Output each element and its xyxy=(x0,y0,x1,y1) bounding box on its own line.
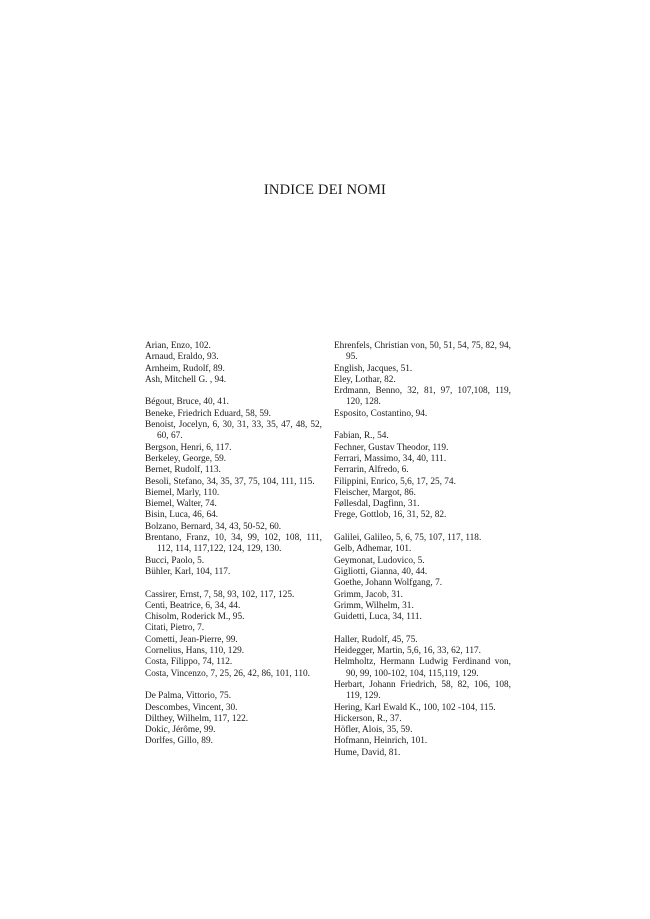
index-letter-group xyxy=(145,691,322,747)
index-entry: Bisin, Luca, 46, 64. xyxy=(145,510,219,521)
index-entry: Goethe, Johann Wolfgang, 7. xyxy=(334,578,443,589)
page-title: INDICE DEI NOMI xyxy=(263,182,387,198)
index-entry: Dokic, Jérôme, 99. xyxy=(145,725,216,736)
index-entry: Bergson, Henri, 6, 117. xyxy=(145,442,232,453)
index-column-left xyxy=(145,341,322,759)
index-entry: English, Jacques, 51. xyxy=(334,363,413,374)
index-entry: Biemel, Marly, 110. xyxy=(145,487,220,498)
index-entry: Bucci, Paolo, 5. xyxy=(145,555,205,566)
index-entry: Arian, Enzo, 102. xyxy=(145,341,211,351)
index-entry: Hume, David, 81. xyxy=(334,747,401,758)
index-letter-group xyxy=(145,590,322,680)
index-entry: Grimm, Jacob, 31. xyxy=(334,589,403,600)
index-letter-group xyxy=(334,533,511,623)
index-entry: Costa, Filippo, 74, 112. xyxy=(145,657,233,668)
index-letter-group xyxy=(145,341,322,386)
index-entry: Gigliotti, Gianna, 40, 44. xyxy=(334,566,428,577)
index-entry: Descombes, Vincent, 30. xyxy=(145,702,238,713)
index-entry: Fleischer, Margot, 86. xyxy=(334,487,416,498)
index-entry: Costa, Vincenzo, 7, 25, 26, 42, 86, 101, 110. xyxy=(145,668,310,679)
index-entry: Dilthey, Wilhelm, 117, 122. xyxy=(145,713,249,724)
index-entry: Galilei, Galileo, 5, 6, 75, 107, 117, 118. xyxy=(334,533,482,544)
index-entry: Centi, Beatrice, 6, 34, 44. xyxy=(145,600,241,611)
index-entry: Dorlfes, Gillo, 89. xyxy=(145,736,213,747)
index-entry: Ehrenfels, Christian von, 50, 51, 54, 75, 82, 94, 95. xyxy=(334,341,511,363)
index-entry: Føllesdal, Dagfinn, 31. xyxy=(334,499,420,510)
index-entry: Benoist, Jocelyn, 6, 30, 31, 33, 35, 47, 48, 52, 60, 67. xyxy=(145,420,322,442)
index-entry: Ferrarin, Alfredo, 6. xyxy=(334,465,409,476)
index-entry: Chisolm, Roderick M., 95. xyxy=(145,612,245,623)
index-entry: Erdmann, Benno, 32, 81, 97, 107,108, 119, 120, 128. xyxy=(334,386,511,408)
index-entry: Bernet, Rudolf, 113. xyxy=(145,465,221,476)
index-entry: Frege, Gottlob, 16, 31, 52, 82. xyxy=(334,510,447,521)
index-entry: Bühler, Karl, 104, 117. xyxy=(145,566,231,577)
index-letter-group xyxy=(334,341,511,420)
index-entry: Besoli, Stefano, 34, 35, 37, 75, 104, 111, 115. xyxy=(145,476,315,487)
index-entry: Brentano, Franz, 10, 34, 99, 102, 108, 111, 112, 114, 117,122, 124, 129, 130. xyxy=(145,533,322,555)
index-entry: Hickerson, R., 37. xyxy=(334,713,402,724)
index-letter-group xyxy=(334,431,511,521)
index-entry: Hering, Karl Ewald K., 100, 102 -104, 115. xyxy=(334,702,496,713)
index-entry: Helmholtz, Hermann Ludwig Ferdinand von, 90, 99, 100-102, 104, 115,119, 129. xyxy=(334,657,511,679)
index-entry: Heidegger, Martin, 5,6, 16, 33, 62, 117. xyxy=(334,646,481,657)
index-entry: Citati, Pietro, 7. xyxy=(145,623,205,634)
index-entry: Hofmann, Heinrich, 101. xyxy=(334,736,428,747)
index-entry: Esposito, Costantino, 94. xyxy=(334,408,428,419)
index-entry: Höfler, Alois, 35, 59. xyxy=(334,725,413,736)
index-entry: Geymonat, Ludovico, 5. xyxy=(334,555,425,566)
index-entry: Bolzano, Bernard, 34, 43, 50-52, 60. xyxy=(145,521,282,532)
index-entry: Cometti, Jean-Pierre, 99. xyxy=(145,634,238,645)
index-entry: Biemel, Walter, 74. xyxy=(145,499,217,510)
index-entry: Eley, Lothar, 82. xyxy=(334,374,396,385)
index-entry: Berkeley, George, 59. xyxy=(145,453,227,464)
index-entry: Fabian, R., 54. xyxy=(334,431,389,442)
index-entry: Ash, Mitchell G. , 94. xyxy=(145,374,227,385)
index-entry: Bégout, Bruce, 40, 41. xyxy=(145,397,229,408)
index-entry: Cassirer, Ernst, 7, 58, 93, 102, 117, 125. xyxy=(145,589,295,600)
index-entry: Cornelius, Hans, 110, 129. xyxy=(145,646,245,657)
index-entry: De Palma, Vittorio, 75. xyxy=(145,691,232,702)
index-column-right xyxy=(334,341,511,770)
index-entry: Beneke, Friedrich Eduard, 58, 59. xyxy=(145,408,271,419)
index-entry: Gelb, Adhemar, 101. xyxy=(334,544,412,555)
index-letter-group xyxy=(145,397,322,578)
index-letter-group xyxy=(334,635,511,759)
index-entry: Herbart, Johann Friedrich, 58, 82, 106, 108, 119, 129. xyxy=(334,679,511,702)
index-entry: Grimm, Wilhelm, 31. xyxy=(334,600,414,611)
index-entry: Filippini, Enrico, 5,6, 17, 25, 74. xyxy=(334,476,456,487)
index-entry: Ferrari, Massimo, 34, 40, 111. xyxy=(334,453,447,464)
index-entry: Arnaud, Eraldo, 93. xyxy=(145,352,219,363)
index-entry: Fechner, Gustav Theodor, 119. xyxy=(334,442,449,453)
index-entry: Guidetti, Luca, 34, 111. xyxy=(334,612,422,623)
index-entry: Arnheim, Rudolf, 89. xyxy=(145,363,225,374)
index-entry: Haller, Rudolf, 45, 75. xyxy=(334,634,418,645)
